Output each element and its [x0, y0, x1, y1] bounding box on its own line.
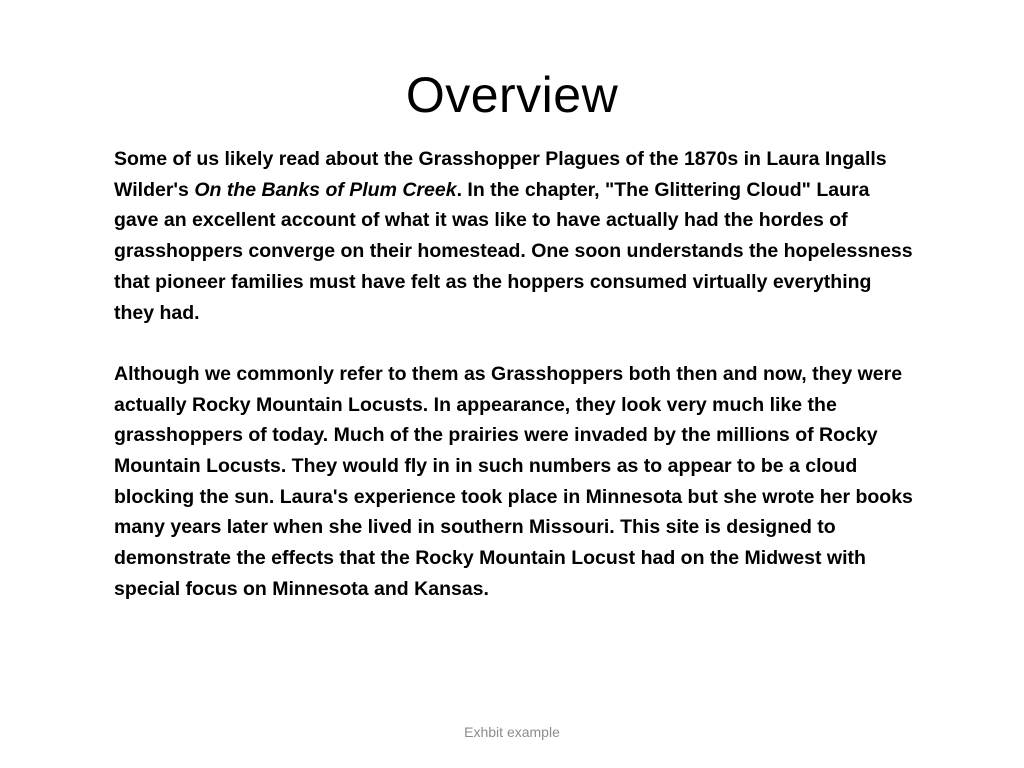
slide-title: Overview: [405, 67, 619, 123]
paragraph-intro-end: . In the chapter, "The Glittering Cloud" Laura gave an excellent account of what it was like to have actually had the hordes of grasshoppers converge on their homestead. One soon understands the hopelessness that pioneer families must have felt as the hoppers consumed virtually everything they had.: [114, 178, 913, 324]
paragraph-locusts: Although we commonly refer to them as Grasshoppers both then and now, they were actually Rocky Mountain Locusts. In appearance, they look very much like the grasshoppers of today. Much of the prairies were invaded by the millions of Rocky Mountain Locusts. They would fly in in such numbers as to appear to be a cloud blocking the sun. Laura's experience took place in Minnesota but she wrote her books many years later when she lived in southern Missouri. This site is designed to demonstrate the effects that the Rocky Mountain Locust had on the Midwest with special focus on Minnesota and Kansas.: [114, 362, 913, 600]
paragraph-intro: [114, 144, 914, 328]
slide-body: [114, 144, 914, 605]
footer-caption: Exhbit example: [464, 724, 560, 740]
paragraph-intro-start: Some of us likely read about the Grasshopper Plagues of the 1870s in Laura Ingalls Wilder's: [114, 148, 887, 201]
book-title: On the Banks of Plum Creek: [194, 178, 457, 201]
